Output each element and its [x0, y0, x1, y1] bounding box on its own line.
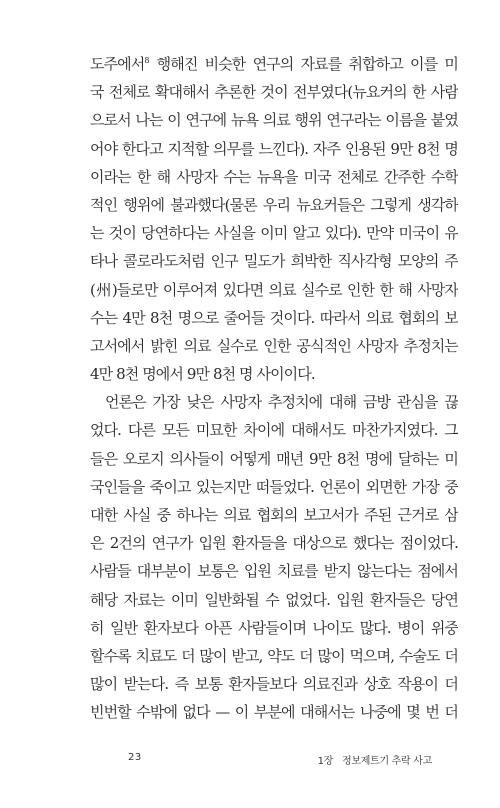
text-line: [90, 473, 458, 501]
text-line: [90, 304, 458, 332]
line-text: 수는 4만 8천 명으로 줄어들 것이다. 따라서 의료 협회의 보: [90, 308, 458, 327]
text-line: [90, 191, 458, 219]
line-text: 사람들 대부분이 보통은 입원 치료를 받지 않는다는 점에서: [90, 562, 458, 581]
line-text: 타나 콜로라도처럼 인구 밀도가 희박한 직사각형 모양의 주: [90, 252, 458, 271]
line-text: 빈번할 수밖에 없다 — 이 부분에 대해서는 나중에 몇 번 더: [90, 703, 458, 722]
page-number: 23: [128, 752, 142, 763]
line-text: 언론은 가장 낮은 사망자 추정치에 대해 금방 관심을 끊: [105, 393, 458, 412]
text-line: [90, 360, 458, 388]
line-text: 4만 8천 명에서 9만 8천 명 사이이다.: [90, 365, 315, 384]
running-head: [318, 752, 432, 767]
text-line: [90, 50, 458, 78]
line-text: 고서에서 밝힌 의료 실수로 인한 공식적인 사망자 추정치는: [90, 336, 458, 355]
line-text: 국인들을 죽이고 있는지만 떠들었다. 언론이 외면한 가장 중: [90, 477, 458, 496]
text-line: [90, 135, 458, 163]
text-line: [90, 501, 458, 529]
chapter-label: 1장: [317, 756, 334, 767]
line-text: 었다. 다른 모든 미묘한 차이에 대해서도 마찬가지였다. 그: [90, 421, 458, 440]
text-line: [90, 586, 458, 614]
page-footer: [0, 752, 500, 772]
text-line: [90, 416, 458, 444]
text-line: [90, 529, 458, 557]
text-line: [90, 78, 458, 106]
line-text: 할수록 치료도 더 많이 받고, 약도 더 많이 먹으며, 수술도 더: [90, 646, 458, 665]
text-line: [90, 332, 458, 360]
line-text: 으로서 나는 이 연구에 뉴욕 의료 행위 연구라는 이름을 붙였: [90, 111, 458, 130]
line-text: 히 일반 환자보다 아픈 사람들이며 나이도 많다. 병이 위중: [90, 618, 458, 637]
line-text: 은 2건의 연구가 입원 환자들을 대상으로 했다는 점이었다.: [90, 534, 458, 553]
line-text: 는 것이 당연하다는 사실을 이미 알고 있다). 만약 미국이 유: [90, 224, 458, 243]
text-line: [90, 445, 458, 473]
text-line: [90, 106, 458, 134]
line-text: 이라는 한 해 사망자 수는 뉴욕을 미국 전체로 간주한 수학: [90, 167, 458, 186]
line-text: 어야 한다고 지적할 의무를 느낀다). 자주 인용된 9만 8천 명: [90, 139, 458, 158]
text-line: [90, 698, 458, 726]
text-line: [90, 614, 458, 642]
line-text: 행해진 비슷한 연구의 자료를 취합하고 이를 미: [149, 55, 458, 73]
text-line: [90, 163, 458, 191]
text-line: [90, 642, 458, 670]
text-line: [90, 219, 458, 247]
line-text: 많이 받는다. 즉 보통 환자들보다 의료진과 상호 작용이 더: [90, 675, 458, 694]
line-text: 도주에서: [90, 55, 145, 73]
line-text: 적인 행위에 불과했다(물론 우리 뉴요커들은 그렇게 생각하: [90, 195, 458, 214]
body-text: [90, 50, 458, 727]
line-text: 들은 오로지 의사들이 어떻게 매년 9만 8천 명에 달하는 미: [90, 449, 458, 468]
text-line: [90, 276, 458, 304]
footnote-marker: 8: [144, 56, 150, 65]
line-text: 해당 자료는 이미 일반화될 수 없었다. 입원 환자들은 당연: [90, 590, 458, 609]
chapter-title: 정보제트기 추락 사고: [342, 756, 432, 767]
line-text: 국 전체로 확대해서 추론한 것이 전부였다(뉴요커의 한 사람: [90, 83, 458, 102]
line-text: (州)들로만 이루어져 있다면 의료 실수로 인한 한 해 사망자: [90, 280, 458, 299]
text-line: [90, 557, 458, 585]
text-line: [90, 388, 458, 416]
text-line: [90, 247, 458, 275]
text-line: [90, 670, 458, 698]
line-text: 대한 사실 중 하나는 의료 협회의 보고서가 주된 근거로 삼: [90, 506, 458, 524]
